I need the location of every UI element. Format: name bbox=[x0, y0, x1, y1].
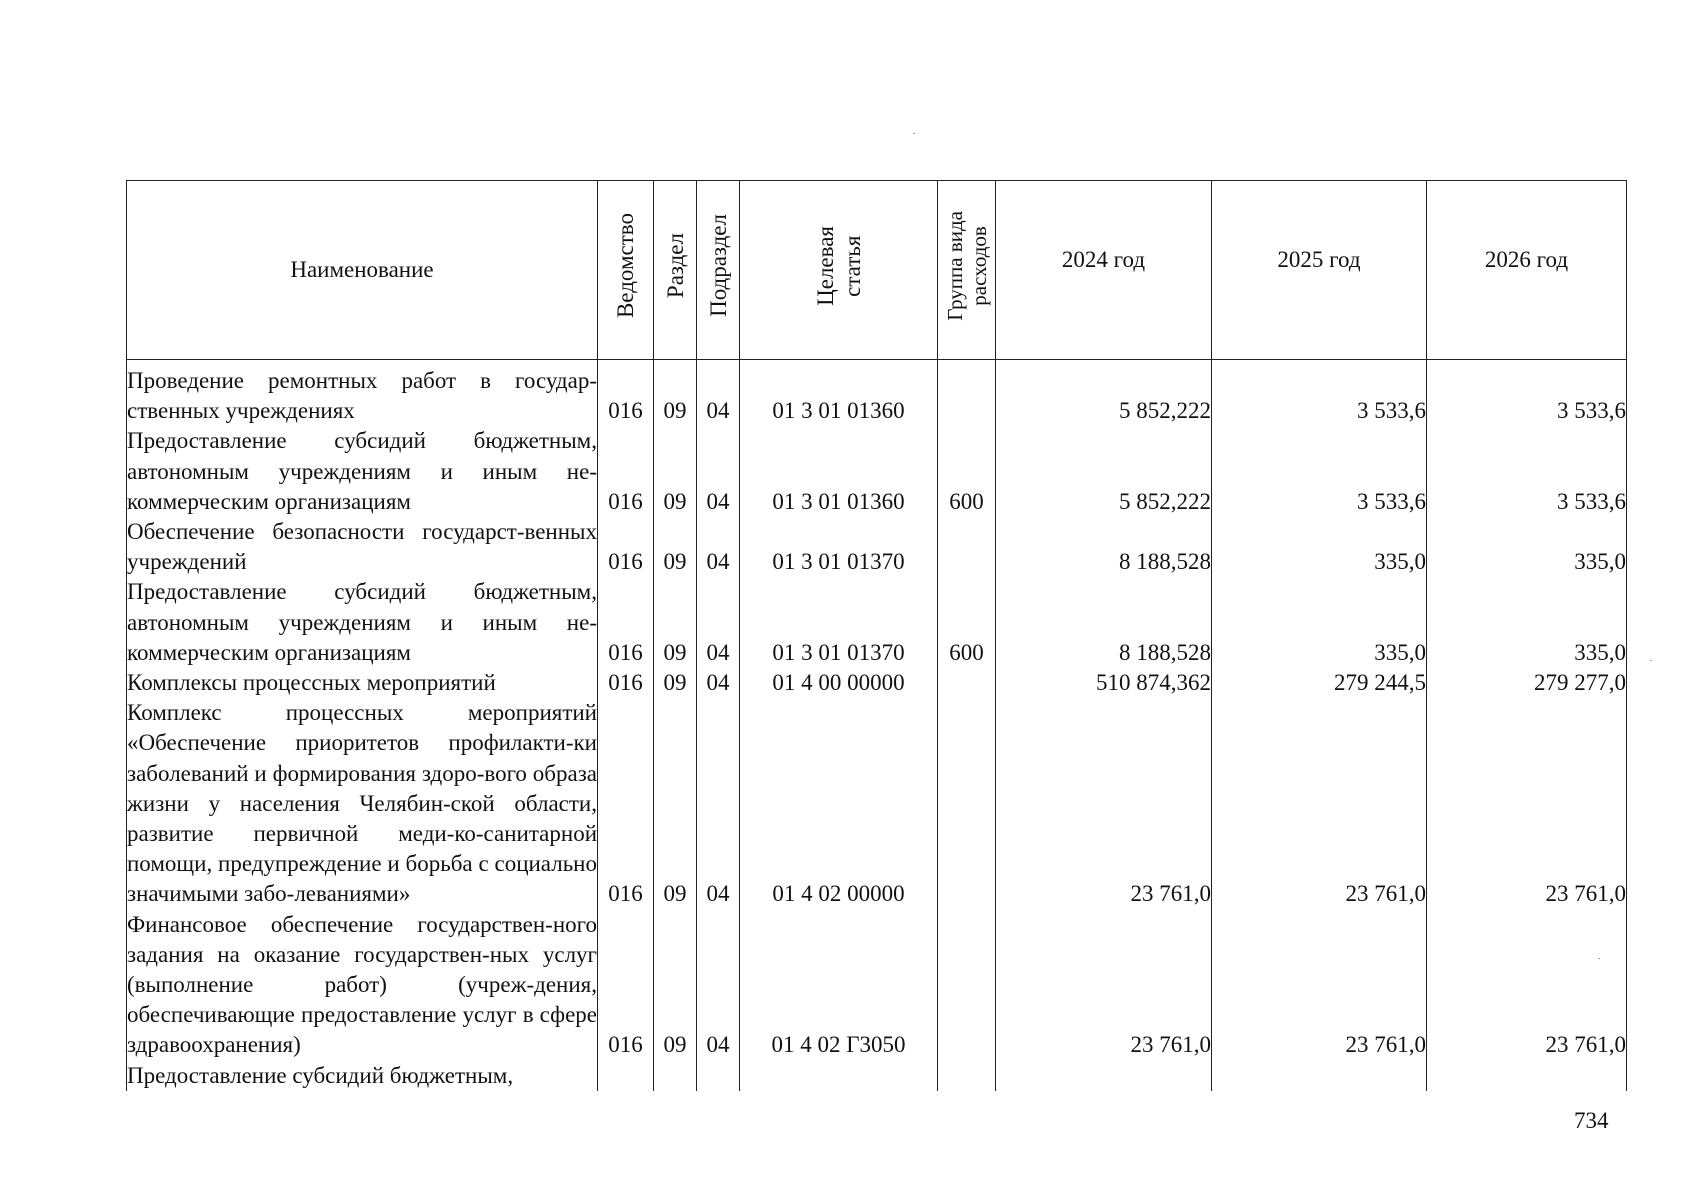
cell-vedomstvo: 016 bbox=[598, 668, 654, 698]
cell-name: Проведение ремонтных работ в государ-ственных учреждениях bbox=[127, 360, 598, 427]
table-header-row bbox=[127, 181, 1627, 360]
cell-2026: 279 277,0 bbox=[1427, 668, 1627, 698]
table-row bbox=[127, 426, 1627, 517]
cell-2026: 23 761,0 bbox=[1427, 698, 1627, 909]
cell-razdel bbox=[654, 1061, 697, 1091]
cell-razdel: 09 bbox=[654, 668, 697, 698]
cell-2026: 3 533,6 bbox=[1427, 360, 1627, 427]
cell-2024: 510 874,362 bbox=[996, 668, 1212, 698]
cell-name: Комплекс процессных мероприятий «Обеспечение приоритетов профилакти-ки заболеваний и формирования здоро-вого образа жизни у населения Челябин-ской области, развитие первичной меди-ко-санитарной помощи, предупреждение и борьба с социально значимыми забо-леваниями» bbox=[127, 698, 598, 909]
cell-razdel: 09 bbox=[654, 910, 697, 1061]
cell-razdel: 09 bbox=[654, 517, 697, 577]
cell-podrazdel: 04 bbox=[697, 910, 740, 1061]
cell-target-article: 01 4 00 00000 bbox=[740, 668, 938, 698]
cell-name: Финансовое обеспечение государствен-ного задания на оказание государствен-ных услуг (выполнение работ) (учреж-дения, обеспечивающие предоставление услуг в сфере здравоохранения) bbox=[127, 910, 598, 1061]
header-name: Наименование bbox=[127, 181, 598, 360]
cell-target-article bbox=[740, 1061, 938, 1091]
table-row bbox=[127, 360, 1627, 427]
cell-2025: 3 533,6 bbox=[1212, 426, 1427, 517]
cell-name: Предоставление субсидий бюджетным, bbox=[127, 1061, 598, 1091]
cell-2024: 23 761,0 bbox=[996, 698, 1212, 909]
cell-podrazdel: 04 bbox=[697, 668, 740, 698]
header-vedomstvo: Ведомство bbox=[598, 181, 654, 360]
cell-name: Обеспечение безопасности государст-венных учреждений bbox=[127, 517, 598, 577]
cell-2025: 23 761,0 bbox=[1212, 698, 1427, 909]
cell-podrazdel bbox=[697, 1061, 740, 1091]
budget-table bbox=[126, 180, 1627, 1091]
cell-target-article: 01 3 01 01370 bbox=[740, 577, 938, 668]
cell-2025: 279 244,5 bbox=[1212, 668, 1427, 698]
table-body bbox=[127, 360, 1627, 1091]
cell-2024: 5 852,222 bbox=[996, 426, 1212, 517]
cell-name: Комплексы процессных мероприятий bbox=[127, 668, 598, 698]
table-row bbox=[127, 517, 1627, 577]
cell-vedomstvo: 016 bbox=[598, 698, 654, 909]
cell-vedomstvo: 016 bbox=[598, 517, 654, 577]
header-target-article: Целевая статья bbox=[740, 181, 938, 360]
cell-vedomstvo: 016 bbox=[598, 910, 654, 1061]
cell-podrazdel: 04 bbox=[697, 698, 740, 909]
scan-speck bbox=[913, 133, 915, 134]
header-razdel: Раздел bbox=[654, 181, 697, 360]
cell-vedomstvo bbox=[598, 1061, 654, 1091]
cell-target-article: 01 3 01 01360 bbox=[740, 360, 938, 427]
cell-vedomstvo: 016 bbox=[598, 426, 654, 517]
cell-2026: 335,0 bbox=[1427, 517, 1627, 577]
cell-target-article: 01 3 01 01370 bbox=[740, 517, 938, 577]
cell-razdel: 09 bbox=[654, 360, 697, 427]
cell-name: Предоставление субсидий бюджетным, автономным учреждениям и иным не-коммерческим организациям bbox=[127, 426, 598, 517]
cell-razdel: 09 bbox=[654, 698, 697, 909]
table-row bbox=[127, 577, 1627, 668]
cell-expense-group: 600 bbox=[938, 577, 996, 668]
header-2026: 2026 год bbox=[1427, 181, 1627, 360]
table-row bbox=[127, 698, 1627, 909]
cell-razdel: 09 bbox=[654, 577, 697, 668]
cell-expense-group bbox=[938, 668, 996, 698]
cell-target-article: 01 3 01 01360 bbox=[740, 426, 938, 517]
cell-2025 bbox=[1212, 1061, 1427, 1091]
cell-podrazdel: 04 bbox=[697, 577, 740, 668]
table-row bbox=[127, 1061, 1627, 1091]
cell-podrazdel: 04 bbox=[697, 517, 740, 577]
cell-expense-group bbox=[938, 698, 996, 909]
cell-vedomstvo: 016 bbox=[598, 577, 654, 668]
cell-2026: 335,0 bbox=[1427, 577, 1627, 668]
cell-razdel: 09 bbox=[654, 426, 697, 517]
cell-2025: 335,0 bbox=[1212, 577, 1427, 668]
cell-2024 bbox=[996, 1061, 1212, 1091]
cell-2026: 23 761,0 bbox=[1427, 910, 1627, 1061]
cell-target-article: 01 4 02 00000 bbox=[740, 698, 938, 909]
cell-2026 bbox=[1427, 1061, 1627, 1091]
scan-speck bbox=[1598, 958, 1600, 959]
cell-vedomstvo: 016 bbox=[598, 360, 654, 427]
cell-name: Предоставление субсидий бюджетным, автономным учреждениям и иным не-коммерческим организациям bbox=[127, 577, 598, 668]
cell-2024: 23 761,0 bbox=[996, 910, 1212, 1061]
cell-2024: 8 188,528 bbox=[996, 577, 1212, 668]
header-2024: 2024 год bbox=[996, 181, 1212, 360]
header-podrazdel: Подраздел bbox=[697, 181, 740, 360]
cell-2024: 8 188,528 bbox=[996, 517, 1212, 577]
cell-target-article: 01 4 02 Г3050 bbox=[740, 910, 938, 1061]
cell-podrazdel: 04 bbox=[697, 426, 740, 517]
cell-2025: 335,0 bbox=[1212, 517, 1427, 577]
table-row bbox=[127, 910, 1627, 1061]
cell-expense-group bbox=[938, 517, 996, 577]
cell-podrazdel: 04 bbox=[697, 360, 740, 427]
header-expense-group: Группа вида расходов bbox=[938, 181, 996, 360]
table-row bbox=[127, 668, 1627, 698]
cell-expense-group bbox=[938, 910, 996, 1061]
cell-2025: 23 761,0 bbox=[1212, 910, 1427, 1061]
header-2025: 2025 год bbox=[1212, 181, 1427, 360]
cell-expense-group: 600 bbox=[938, 426, 996, 517]
cell-2024: 5 852,222 bbox=[996, 360, 1212, 427]
cell-expense-group bbox=[938, 1061, 996, 1091]
cell-expense-group bbox=[938, 360, 996, 427]
page-number: 734 bbox=[1574, 1108, 1609, 1133]
cell-2025: 3 533,6 bbox=[1212, 360, 1427, 427]
cell-2026: 3 533,6 bbox=[1427, 426, 1627, 517]
scan-speck bbox=[1650, 660, 1652, 661]
